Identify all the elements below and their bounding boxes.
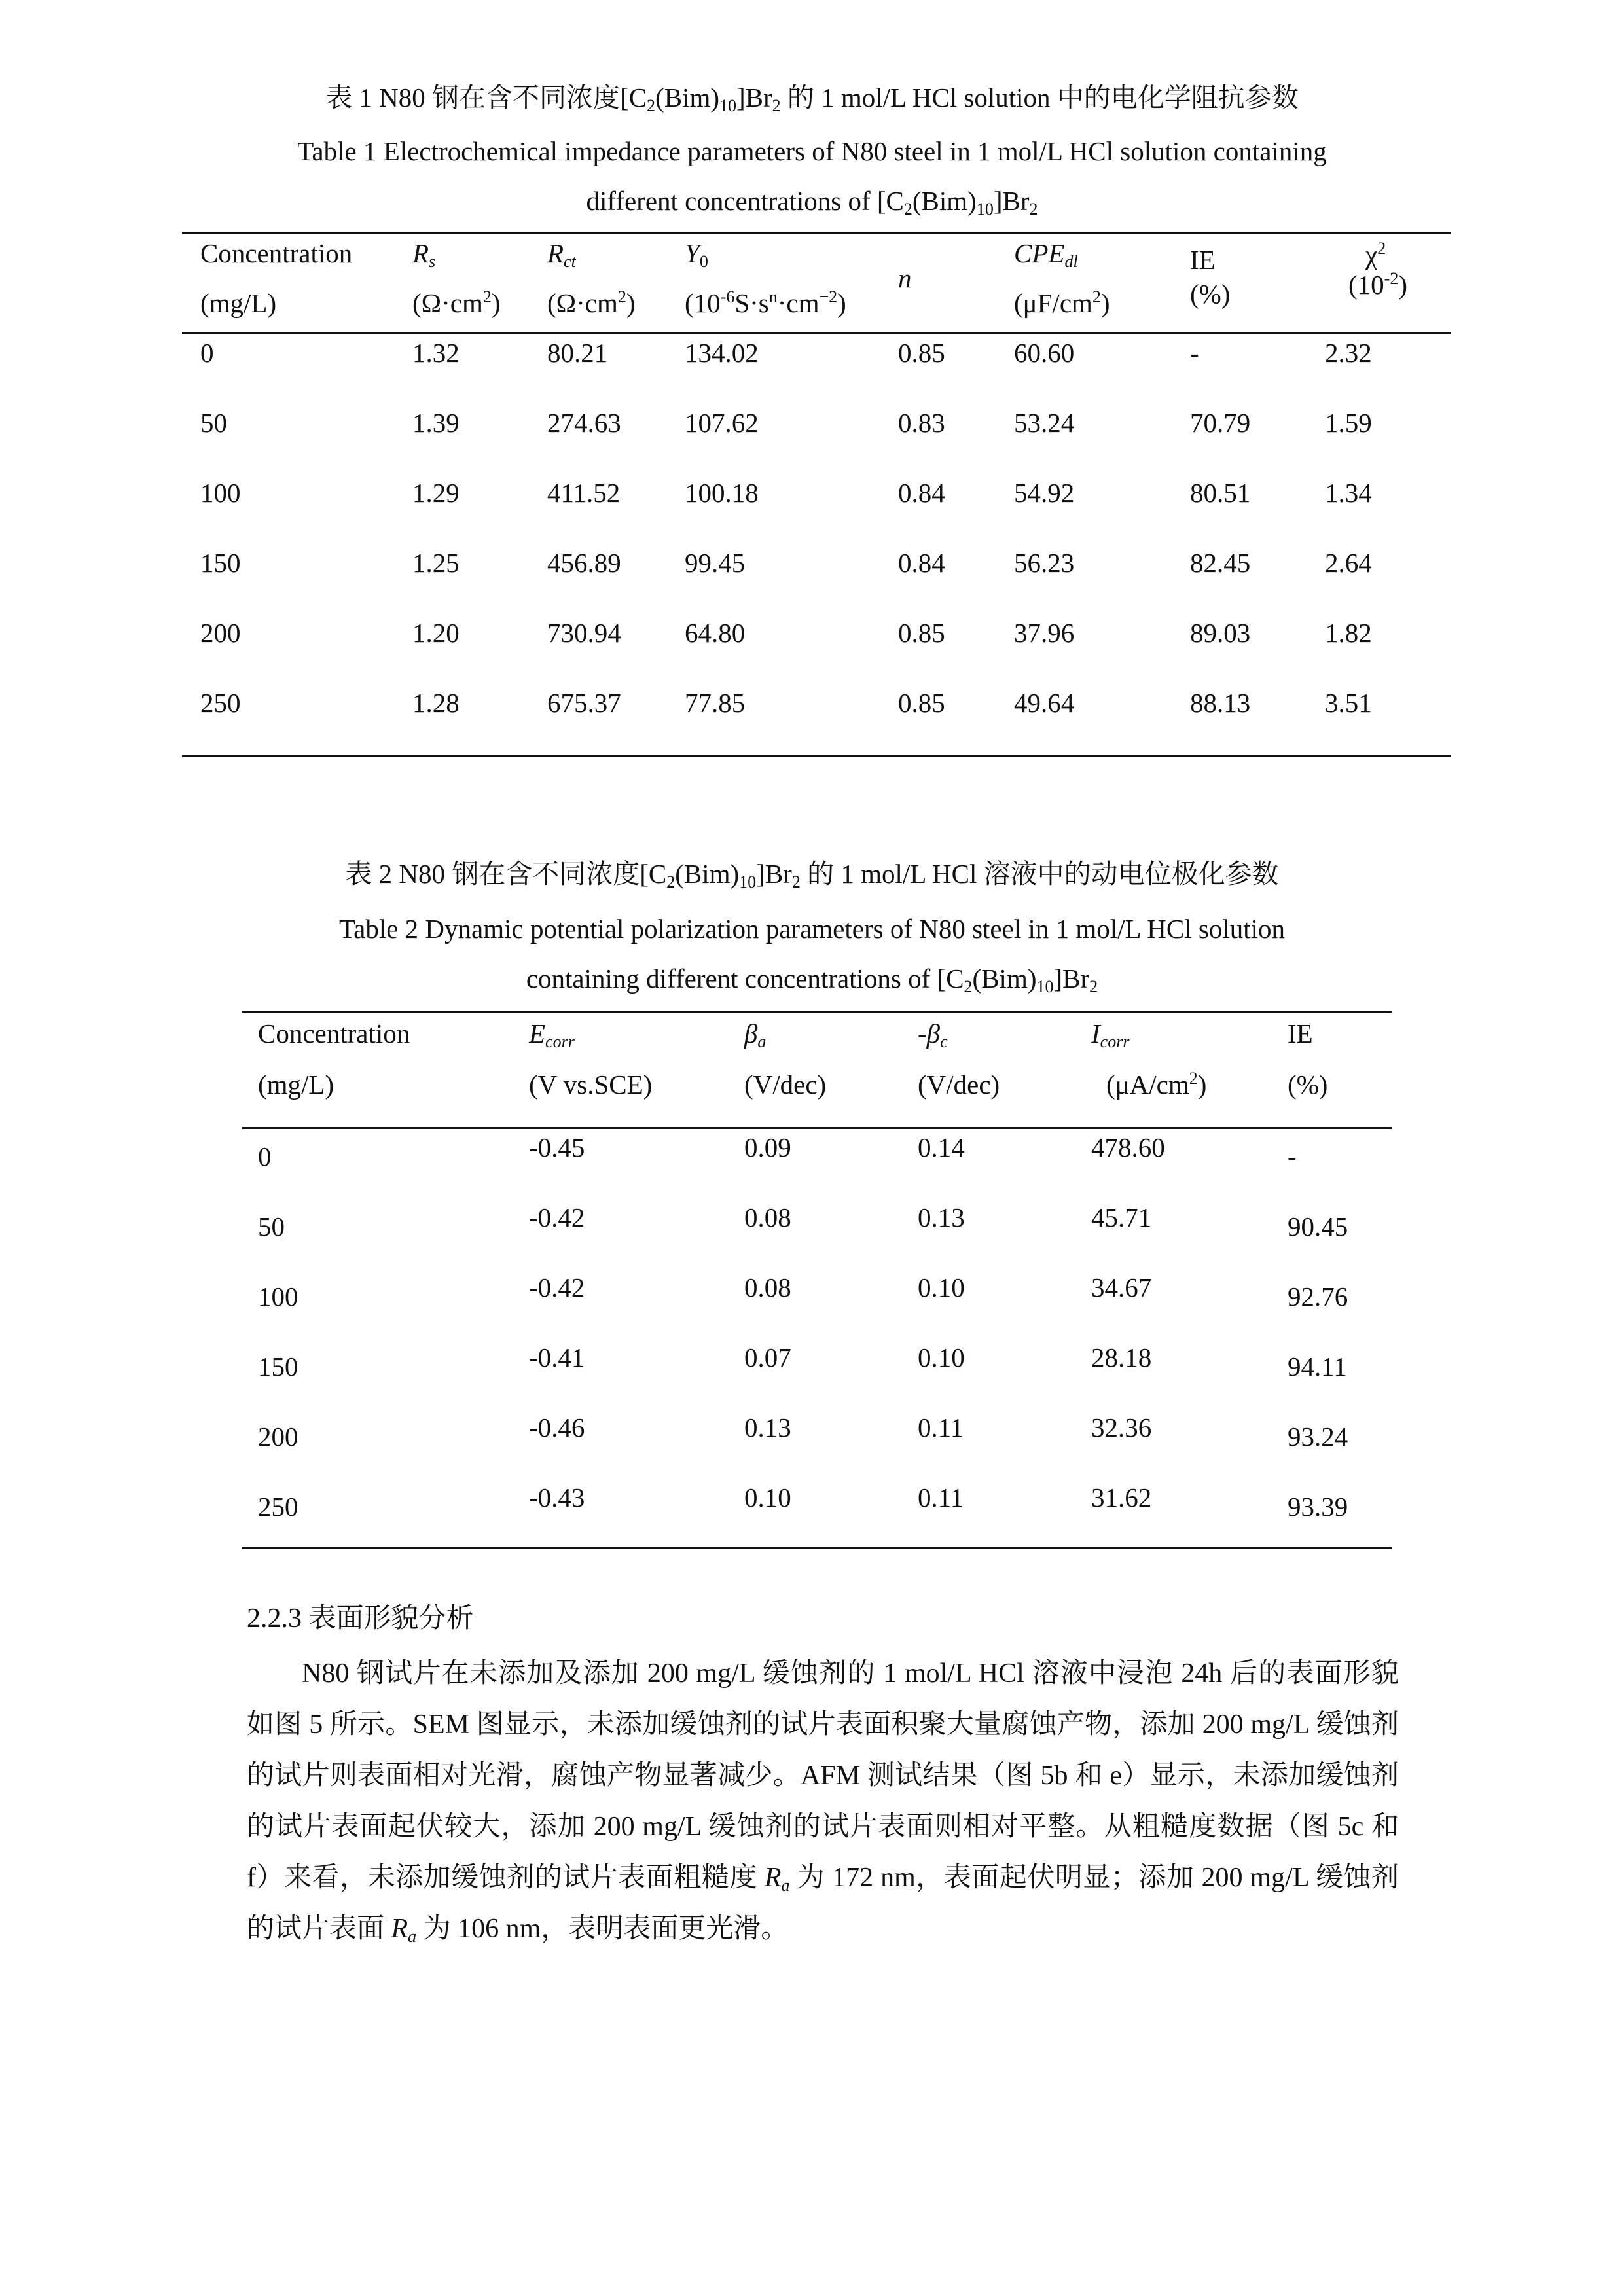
table-cell: 150	[200, 548, 241, 578]
table-cell: 1.34	[1325, 478, 1372, 508]
table-cell: 80.51	[1190, 478, 1251, 508]
table-cell: 134.02	[685, 338, 759, 368]
table-cell: 93.39	[1288, 1492, 1348, 1522]
table-cell: 411.52	[547, 478, 621, 508]
t1-col-chi2: $\chi^2$	[1365, 239, 1386, 270]
table-cell: 250	[200, 688, 241, 718]
table-cell: 2.64	[1325, 548, 1372, 578]
table-cell: 49.64	[1014, 688, 1075, 718]
table2-bottom-rule	[242, 1547, 1392, 1549]
table-cell: 0.08	[744, 1202, 791, 1232]
table-cell: 45.71	[1091, 1202, 1152, 1232]
table1-top-rule	[182, 232, 1451, 234]
table-cell: 0	[258, 1141, 272, 1172]
t1-col-chi2-unit: $(10^{-2})$	[1348, 269, 1407, 300]
table-cell: 0.14	[918, 1132, 965, 1162]
table-cell: -	[1190, 338, 1199, 368]
table-cell: 60.60	[1014, 338, 1075, 368]
table-cell: 0.08	[744, 1272, 791, 1302]
table-cell: 92.76	[1288, 1282, 1348, 1312]
table-cell: 53.24	[1014, 408, 1075, 438]
t1-col-rct-unit: $(\Omega\cdot cm^2)$	[547, 287, 636, 318]
table-cell: 0.85	[898, 688, 945, 718]
t1-col-rct: $R_{ct}$	[547, 238, 576, 271]
table-cell: 28.18	[1091, 1342, 1152, 1372]
table-cell: 1.59	[1325, 408, 1372, 438]
table-cell: 274.63	[547, 408, 621, 438]
table-cell: 54.92	[1014, 478, 1075, 508]
table-cell: 88.13	[1190, 688, 1251, 718]
t1-col-cpe: $CPE_{dl}$	[1014, 238, 1078, 271]
t2-col-ie-unit: (%)	[1288, 1069, 1328, 1100]
table-cell: 31.62	[1091, 1482, 1152, 1513]
table2-caption-cn: 表 2 N80 钢在含不同浓度$[C_2(Bim)_{10}]Br_2$ 的 1 mol/L HCl 溶液中的动电位极化参数	[345, 859, 1279, 891]
table-cell: 0.10	[918, 1272, 965, 1302]
section-paragraph: N80 钢试片在未添加及添加 200 mg/L 缓蚀剂的 1 mol/L HCl 溶液中浸泡 24h 后的表面形貌如图 5 所示。SEM 图显示，未添加缓蚀剂的试片表面积聚大量腐蚀产物，添加 200 mg/L 缓蚀剂的试片则表面相对光滑，腐蚀产物显著减少。AFM 测试结果（图 5b 和 e）显示，未添加缓蚀剂的试片表面起伏较大，添加 200 mg/L 缓蚀剂的试片表面则相对平整。从粗糙度数据（图 5c 和 f）来看，未添加缓蚀剂的试片表面粗糙度 $R_a$ 为 172 nm，表面起伏明显；添加 200 mg/L 缓蚀剂的试片表面 $R_a$ 为 106 nm，表明表面更光滑。	[247, 1659, 1399, 1946]
table-cell: 100	[200, 478, 241, 508]
ra-symbol: R	[764, 1863, 782, 1893]
table-cell: -0.42	[529, 1202, 585, 1232]
t2-col-concentration: Concentration	[258, 1018, 410, 1049]
table-cell: 150	[258, 1352, 298, 1382]
table-cell: 478.60	[1091, 1132, 1165, 1162]
t2-col-icorr: $I_{corr}$	[1091, 1018, 1130, 1051]
table-cell: 50	[200, 408, 227, 438]
table-cell: 0.85	[898, 618, 945, 648]
t2-col-beta-a: $\beta_a$	[744, 1018, 767, 1051]
t2-col-ecorr: $E_{corr}$	[529, 1018, 575, 1051]
table-cell: 34.67	[1091, 1272, 1152, 1302]
table-cell: 77.85	[685, 688, 746, 718]
table-cell: 100.18	[685, 478, 759, 508]
ra-symbol: R	[391, 1914, 408, 1944]
table-cell: 32.36	[1091, 1412, 1152, 1443]
t1-col-ie: IE	[1190, 245, 1216, 275]
table-cell: 1.29	[412, 478, 460, 508]
table-cell: 37.96	[1014, 618, 1075, 648]
table2-caption-en-line1: Table 2 Dynamic potential polarization parameters of N80 steel in 1 mol/L HCl solution	[338, 914, 1286, 944]
table-cell: 0.84	[898, 478, 945, 508]
table2-caption-en-line2: containing different concentrations of $[C_2(Bim)_{10}]Br_2$	[526, 963, 1098, 996]
table1-mid-rule	[182, 332, 1451, 334]
table-cell: -0.41	[529, 1342, 585, 1372]
t1-col-ie-unit: (%)	[1190, 279, 1231, 309]
table1-caption-en-line1: Table 1 Electrochemical impedance parameters of N80 steel in 1 mol/L HCl solution containing	[297, 136, 1327, 166]
table-cell: 0.85	[898, 338, 945, 368]
table-cell: 64.80	[685, 618, 746, 648]
table-cell: 3.51	[1325, 688, 1372, 718]
table-cell: 1.32	[412, 338, 460, 368]
table-cell: 1.25	[412, 548, 460, 578]
t1-col-y0-unit: $(10^{-6}S\cdot s^n\cdot cm^{-2})$	[685, 287, 846, 318]
table-cell: 99.45	[685, 548, 746, 578]
table-cell: -0.42	[529, 1272, 585, 1302]
t2-col-icorr-unit: $(\mu A/cm^2)$	[1106, 1069, 1207, 1100]
t2-col-ie: IE	[1288, 1018, 1313, 1049]
t1-col-concentration: Concentration	[200, 238, 353, 268]
table-cell: 56.23	[1014, 548, 1075, 578]
table-cell: -0.46	[529, 1412, 585, 1443]
t1-col-n: n	[898, 263, 912, 293]
table-cell: 0.10	[744, 1482, 791, 1513]
table-cell: 50	[258, 1211, 285, 1242]
table-cell: 0.11	[918, 1412, 964, 1443]
t2-col-ecorr-unit: (V vs.SCE)	[529, 1069, 653, 1100]
section-heading: 2.2.3 表面形貌分析	[247, 1604, 474, 1634]
table-cell: 90.45	[1288, 1211, 1348, 1242]
table2-mid-rule	[242, 1127, 1392, 1129]
table-cell: 93.24	[1288, 1422, 1348, 1452]
table-cell: 200	[200, 618, 241, 648]
table-cell: -0.43	[529, 1482, 585, 1513]
table-cell: 70.79	[1190, 408, 1251, 438]
table-cell: 0	[200, 338, 214, 368]
table1-caption-en-line2: different concentrations of $[C_2(Bim)_{10}]Br_2$	[586, 186, 1038, 219]
table-cell: 0.84	[898, 548, 945, 578]
table-cell: -	[1288, 1141, 1297, 1172]
table-cell: 0.11	[918, 1482, 964, 1513]
t1-col-cpe-unit: $(\mu F/cm^2)$	[1014, 287, 1110, 318]
table-cell: 1.20	[412, 618, 460, 648]
table-cell: 1.82	[1325, 618, 1372, 648]
table-cell: -0.45	[529, 1132, 585, 1162]
t2-col-beta-a-unit: (V/dec)	[744, 1069, 827, 1100]
table-cell: 94.11	[1288, 1352, 1347, 1382]
table-cell: 200	[258, 1422, 298, 1452]
table-cell: 82.45	[1190, 548, 1251, 578]
table-cell: 675.37	[547, 688, 621, 718]
t1-col-concentration-unit: (mg/L)	[200, 288, 277, 318]
table-cell: 0.09	[744, 1132, 791, 1162]
table-cell: 80.21	[547, 338, 608, 368]
t1-col-y0: $Y_0$	[685, 238, 708, 271]
table-cell: 0.07	[744, 1342, 791, 1372]
table-cell: 89.03	[1190, 618, 1251, 648]
table1-bottom-rule	[182, 755, 1451, 757]
t2-col-concentration-unit: (mg/L)	[258, 1069, 334, 1100]
table2-top-rule	[242, 1011, 1392, 1013]
t2-col-beta-c-unit: (V/dec)	[918, 1069, 1000, 1100]
table-cell: 730.94	[547, 618, 621, 648]
table-cell: 1.39	[412, 408, 460, 438]
table-cell: 0.13	[918, 1202, 965, 1232]
t1-col-rs-unit: $(\Omega\cdot cm^2)$	[412, 287, 501, 318]
table1-caption-cn: 表 1 N80 钢在含不同浓度$[C_2(Bim)_{10}]Br_2$ 的 1 mol/L HCl solution 中的电化学阻抗参数	[325, 82, 1299, 115]
table-cell: 0.10	[918, 1342, 965, 1372]
table-cell: 107.62	[685, 408, 759, 438]
table-cell: 0.13	[744, 1412, 791, 1443]
table-cell: 1.28	[412, 688, 460, 718]
table-cell: 2.32	[1325, 338, 1372, 368]
table-cell: 100	[258, 1282, 298, 1312]
table-cell: 0.83	[898, 408, 945, 438]
t1-col-rs: $R_s$	[412, 238, 436, 271]
table-cell: 250	[258, 1492, 298, 1522]
t2-col-beta-c: $-\beta_c$	[918, 1018, 948, 1051]
table-cell: 456.89	[547, 548, 621, 578]
